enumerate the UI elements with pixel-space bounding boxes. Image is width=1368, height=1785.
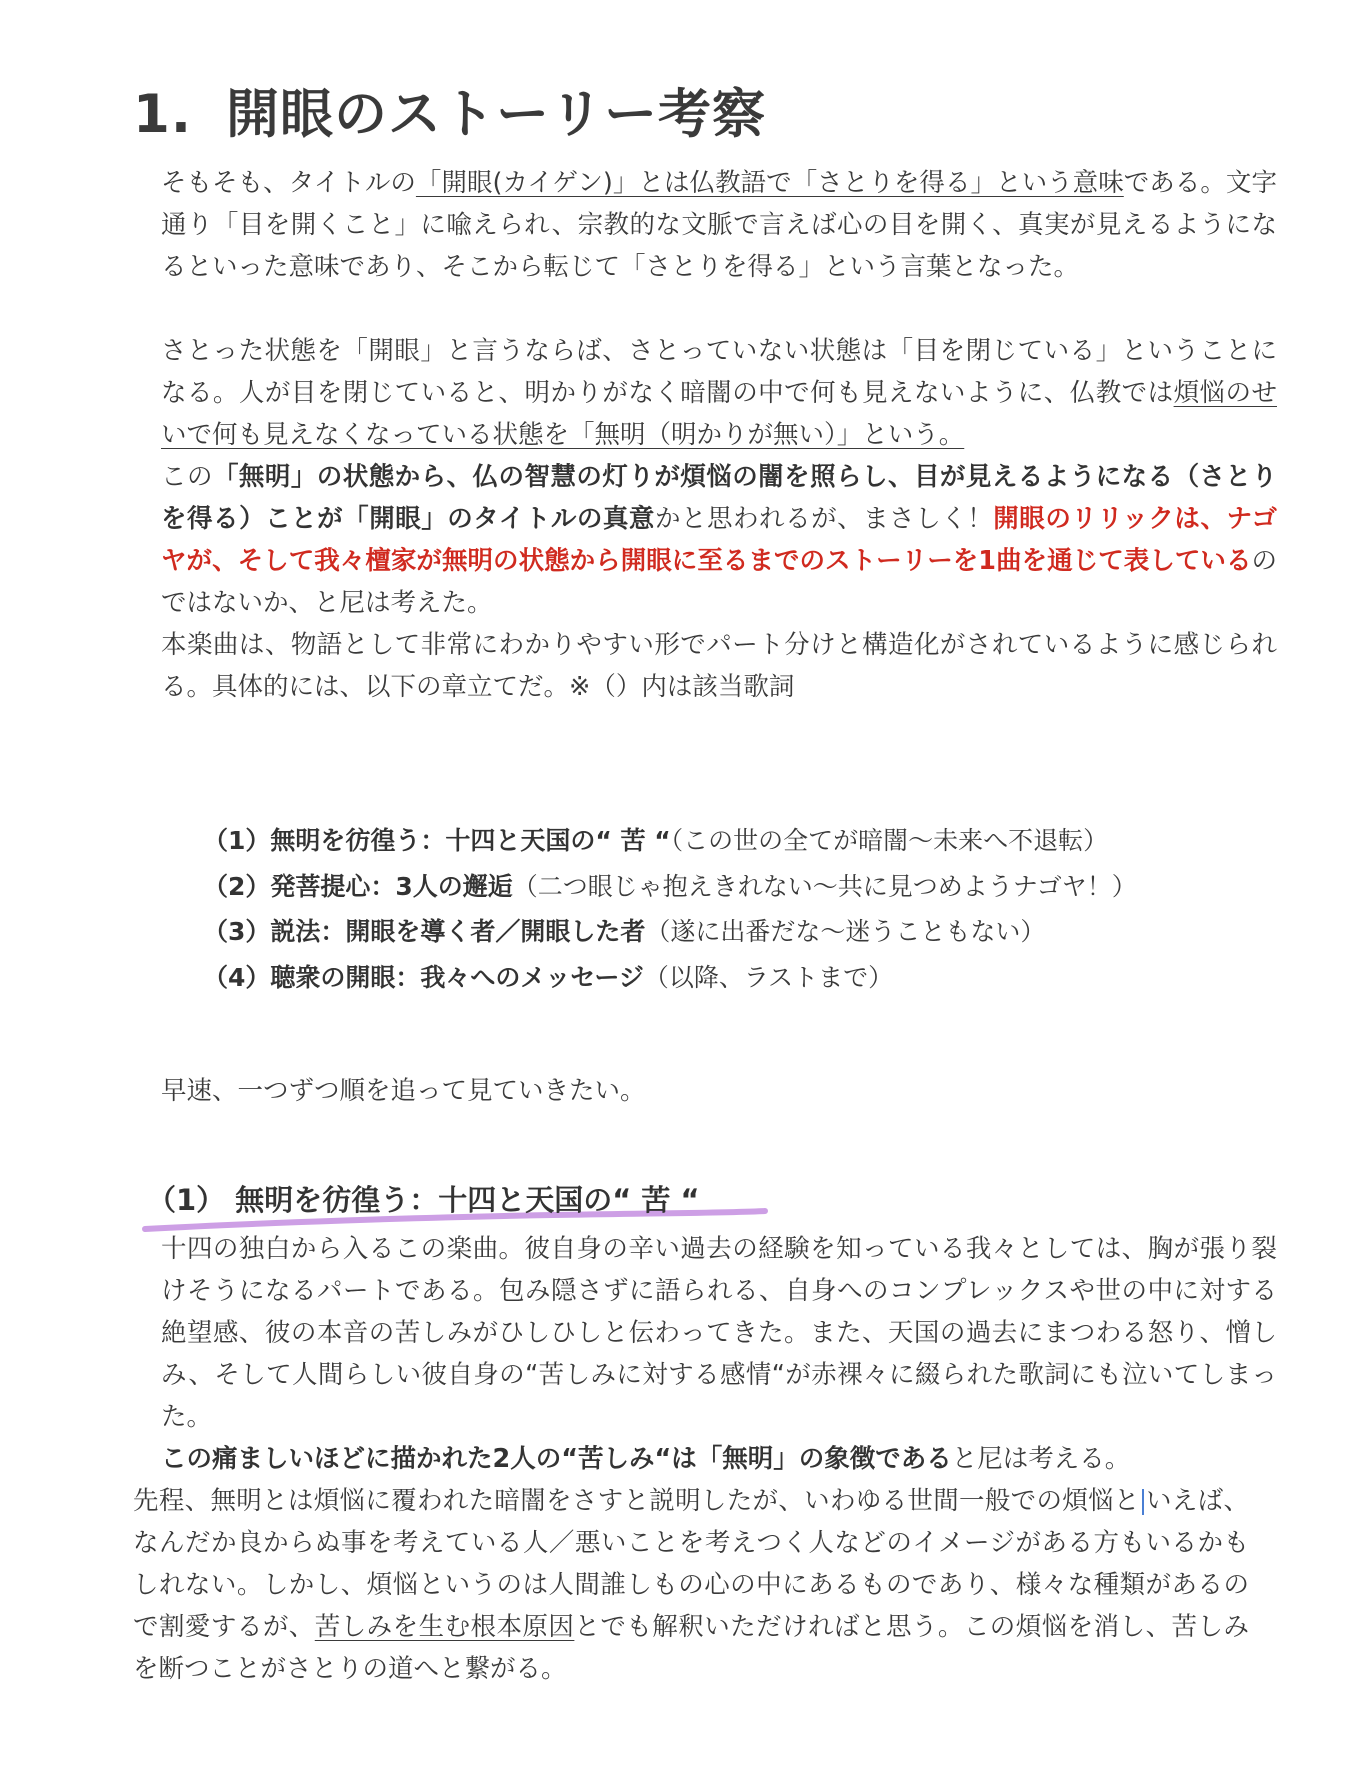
thesis-red: 開眼のリリックは、ナゴヤが、そして我々檀家が無明の状態から開眼に至るまでのストーリーを1曲を通じて表している [161,504,1277,576]
heading-title: 開眼のストーリー考察 [226,84,767,145]
list-item: （3）説法：開眼を導く者／開眼した者（遂に出番だな〜迷うこともない） [203,917,1046,946]
intro-paragraph-2: さとった状態を「開眼」と言うならば、さとっていない状態は「目を閉じている」ということになる。人が目を閉じていると、明かりがなく暗闇の中で何も見えないように、仏教では煩悩のせいで何も見えなくなっている状態を「無明（明かりが無い）」という。 [161,336,1277,450]
chapter-list [203,818,1137,1000]
intro-paragraph-4: 本楽曲は、物語として非常にわかりやすい形でパート分けと構造化がされているように感じられる。具体的には、以下の章立てだ。※（）内は該当歌詞 [161,630,1277,702]
list-item: （4）聴衆の開眼：我々へのメッセージ（以降、ラストまで） [203,962,894,992]
intro-paragraph-1: そもそも、タイトルの「開眼(カイゲン)」とは仏教語で「さとりを得る」という意味である。文字通り「目を開くこと」に喩えられ、宗教的な文脈で言えば心の目を開く、真実が見えるようになるといった意味であり、そこから転じて「さとりを得る」という言葉となった。 [161,168,1277,282]
intro-paragraph-3: この「無明」の状態から、仏の智慧の灯りが煩悩の闇を照らし、目が見えるようになる（さとりを得る）ことが「開眼」のタイトルの真意かと思われるが、まさしく！開眼のリリックは、ナゴヤが、そして我々檀家が無明の状態から開眼に至るまでのストーリーを1曲を通じて表しているのではないか、と尼は考えた。 [161,462,1277,618]
kaigen-meaning-bold: 「無明」の状態から、仏の智慧の灯りが煩悩の闇を照らし、目が見えるようになる（さとりを得る）ことが「開眼」のタイトルの真意 [161,462,1277,534]
transition-text: 早速、一つずつ順を追って見ていきたい。 [161,1076,646,1106]
kaigen-definition: 「開眼(カイゲン)」とは仏教語で「さとりを得る」という意味 [415,168,1124,198]
mumyo-definition: 煩悩のせいで何も見えなくなっている状態を「無明（明かりが無い）」という。 [161,378,1277,450]
section-heading: （1） 無明を彷徨う：十四と天国の“ 苦 “ [147,1183,700,1217]
page-title [133,72,766,148]
section1-paragraph-1: 十四の独白から入るこの楽曲。彼自身の辛い過去の経験を知っている我々としては、胸が張り裂けそうになるパートである。包み隠さずに語られる、自身へのコンプレックスや世の中に対する絶望感、彼の本音の苦しみがひしひしと伝わってきた。また、天国の過去にまつわる怒り、憎しみ、そして人間らしい彼自身の“苦しみに対する感情“が赤裸々に綴られた歌詞にも泣いてしまった。 [161,1234,1277,1432]
heading-number: 1. [133,84,193,145]
list-item: （2）発菩提心：3人の邂逅（二つ眼じゃ抱えきれない〜共に見つめようナゴヤ！） [203,871,1137,901]
section1-paragraph-2: この痛ましいほどに描かれた2人の“苦しみ“は「無明」の象徴であると尼は考える。 [161,1444,1131,1474]
section1-paragraph-3: 先程、無明とは煩悩に覆われた暗闇をさすと説明したが、いわゆる世間一般での煩悩と いえば、なんだか良からぬ事を考えている人／悪いことを考えつく人などのイメージがある方もいるかもしれない。しかし、煩悩というのは人間誰しもの心の中にあるものであり、様々な種類があるので割愛するが、苦しみを生む根本原因とでも解釈いただければと思う。この煩悩を消し、苦しみを断つことがさとりの道へと繋がる。 [133,1486,1249,1684]
text-cursor [1142,1489,1144,1515]
list-item: （1）無明を彷徨う：十四と天国の“ 苦 “（この世の全てが暗闇〜未来へ不退転） [203,826,1109,855]
root-cause-underlined: 苦しみを生む根本原因 [314,1612,575,1642]
